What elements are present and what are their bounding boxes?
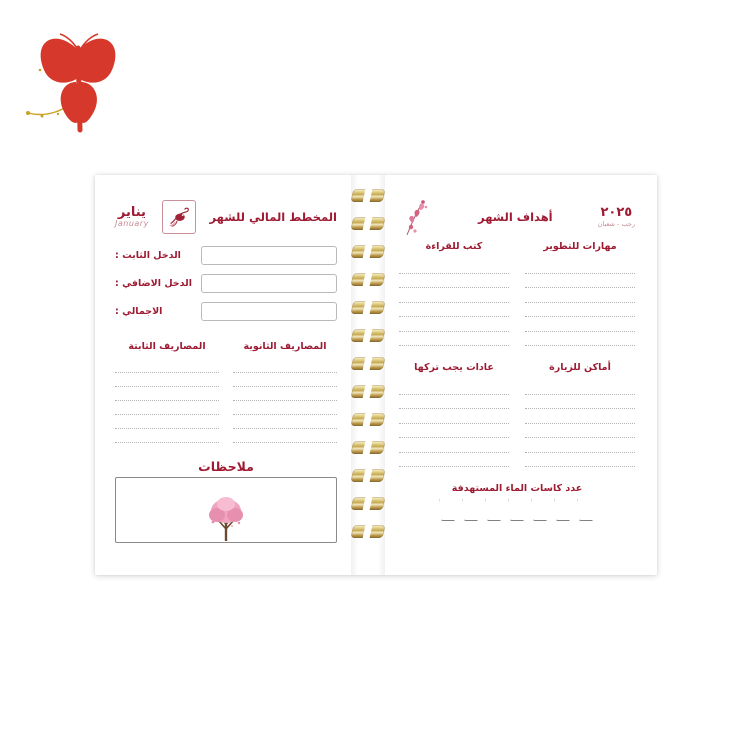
write-line[interactable] — [525, 332, 635, 347]
write-line[interactable] — [525, 453, 635, 468]
month-label-en: January — [115, 218, 149, 228]
spiral-ring — [351, 301, 386, 314]
write-line[interactable] — [233, 359, 337, 373]
write-line[interactable] — [399, 332, 509, 347]
goal-block-places-lines — [525, 380, 635, 467]
write-line[interactable] — [233, 387, 337, 401]
butterfly-decoration — [18, 18, 168, 148]
water-tracker-cups — [399, 499, 635, 521]
notes-input[interactable] — [115, 477, 337, 543]
write-line[interactable] — [399, 303, 509, 318]
spiral-ring — [351, 413, 386, 426]
write-line[interactable] — [525, 380, 635, 395]
write-line[interactable] — [525, 317, 635, 332]
financial-title: المخطط المالي للشهر — [209, 210, 337, 224]
write-line[interactable] — [525, 288, 635, 303]
bird-stamp-icon — [162, 200, 196, 234]
write-line[interactable] — [115, 373, 219, 387]
water-cup[interactable] — [577, 499, 596, 521]
goal-block-habits-title: عادات يجب تركها — [414, 362, 494, 373]
write-line[interactable] — [233, 401, 337, 415]
extra-income-input[interactable] — [201, 274, 337, 293]
goal-block-places — [525, 362, 635, 467]
write-line[interactable] — [399, 259, 509, 274]
write-line[interactable] — [115, 359, 219, 373]
write-line[interactable] — [115, 401, 219, 415]
fixed-income-input[interactable] — [201, 246, 337, 265]
expense-block-secondary-title: المصاريف الثانوية — [243, 341, 327, 352]
write-line[interactable] — [399, 453, 509, 468]
income-row-total — [115, 302, 337, 321]
income-row-fixed — [115, 246, 337, 265]
write-line[interactable] — [525, 438, 635, 453]
write-line[interactable] — [525, 395, 635, 410]
goal-block-books — [399, 241, 509, 346]
spiral-ring — [351, 245, 386, 258]
expense-block-fixed-lines — [115, 359, 219, 443]
spiral-binding — [351, 175, 385, 575]
spiral-ring — [351, 273, 386, 286]
year-badge — [598, 206, 635, 227]
water-cup[interactable] — [439, 499, 458, 521]
write-line[interactable] — [115, 415, 219, 429]
fixed-income-label: الدخل الثابت : — [115, 250, 181, 261]
hijri-months-label: رجب - شعبان — [597, 219, 635, 228]
goal-block-skills-title: مهارات للتطوير — [543, 241, 617, 252]
spiral-ring — [351, 329, 386, 342]
write-line[interactable] — [399, 288, 509, 303]
total-income-input[interactable] — [201, 302, 337, 321]
expense-block-fixed-title: المصاريف الثابتة — [128, 341, 206, 352]
write-line[interactable] — [233, 415, 337, 429]
write-line[interactable] — [525, 409, 635, 424]
spiral-ring — [351, 189, 386, 202]
goal-block-habits-lines — [399, 380, 509, 467]
spiral-shadow — [351, 175, 385, 575]
write-line[interactable] — [115, 387, 219, 401]
goals-top-row — [399, 241, 635, 346]
financial-page-header — [115, 197, 337, 237]
expenses-row — [115, 341, 337, 443]
financial-page — [95, 175, 351, 575]
goal-block-books-lines — [399, 259, 509, 346]
water-cup[interactable] — [531, 499, 550, 521]
write-line[interactable] — [525, 424, 635, 439]
goal-block-books-title: كتب للقراءة — [425, 241, 483, 252]
expense-block-secondary — [233, 341, 337, 443]
extra-income-label: الدخل الاضافي : — [115, 278, 192, 289]
goals-title: أهداف الشهر — [478, 210, 553, 224]
notebook-spread — [95, 175, 657, 575]
spiral-ring — [351, 385, 386, 398]
write-line[interactable] — [399, 409, 509, 424]
expense-block-secondary-lines — [233, 359, 337, 443]
write-line[interactable] — [233, 429, 337, 443]
write-line[interactable] — [233, 373, 337, 387]
water-tracker-title: عدد كاسات الماء المستهدفة — [451, 483, 583, 494]
write-line[interactable] — [525, 274, 635, 289]
year-label: ٢٠٢٥ — [600, 205, 633, 221]
goal-block-habits — [399, 362, 509, 467]
pink-flower-icon — [399, 197, 433, 237]
spiral-ring — [351, 217, 386, 230]
expense-block-fixed — [115, 341, 219, 443]
spiral-ring — [351, 441, 386, 454]
income-row-extra — [115, 274, 337, 293]
water-cup[interactable] — [554, 499, 573, 521]
goals-bottom-row — [399, 362, 635, 467]
notes-title: ملاحظات — [198, 459, 254, 474]
month-badge — [115, 206, 149, 228]
total-income-label: الاجمالي : — [115, 306, 163, 317]
month-label-ar: يناير — [117, 204, 146, 220]
spiral-ring — [351, 357, 386, 370]
goal-block-skills — [525, 241, 635, 346]
write-line[interactable] — [525, 259, 635, 274]
write-line[interactable] — [399, 317, 509, 332]
goal-block-places-title: أماكن للزيارة — [549, 362, 611, 373]
cherry-tree-icon — [199, 491, 253, 541]
write-line[interactable] — [399, 380, 509, 395]
write-line[interactable] — [525, 303, 635, 318]
water-cup[interactable] — [508, 499, 527, 521]
write-line[interactable] — [399, 274, 509, 289]
goal-block-skills-lines — [525, 259, 635, 346]
write-line[interactable] — [399, 424, 509, 439]
spiral-ring — [351, 497, 386, 510]
write-line[interactable] — [399, 395, 509, 410]
water-cup[interactable] — [462, 499, 481, 521]
goals-page-header — [399, 197, 635, 237]
water-cup[interactable] — [485, 499, 504, 521]
goals-page — [385, 175, 657, 575]
write-line[interactable] — [115, 429, 219, 443]
spiral-ring — [351, 525, 386, 538]
write-line[interactable] — [399, 438, 509, 453]
spiral-ring — [351, 469, 386, 482]
